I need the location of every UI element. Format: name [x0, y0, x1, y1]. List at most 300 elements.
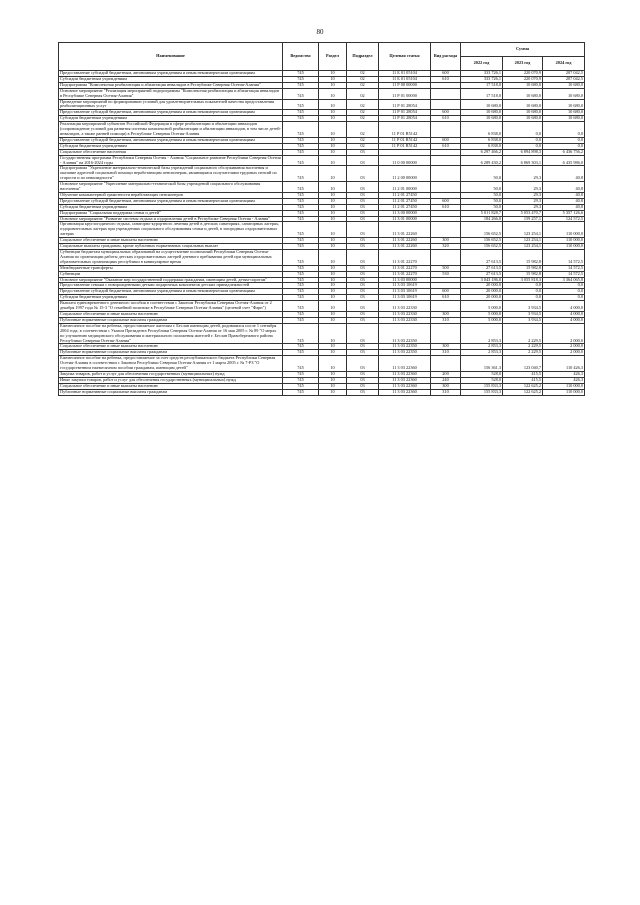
cell-razdel: 10 — [319, 377, 347, 383]
cell-podrazdel: 03 — [347, 271, 379, 277]
cell-year-3: 110 000,0 — [543, 389, 585, 395]
cell-ved: 745 — [283, 192, 319, 198]
header-podrazdel: Подраздел — [347, 43, 379, 71]
table-row — [59, 88, 585, 99]
cell-ved: 745 — [283, 344, 319, 350]
cell-name: Основное мероприятие "Реализация мероприятий подпрограммы "Комплексная реабилитация и абилитация инвалидов в Республике Северная Осетия-Алания" — [59, 88, 283, 99]
header-vr: Вид расхода — [431, 43, 461, 71]
cell-year-2: 122 625,2 — [503, 389, 543, 395]
cell-cst: 11 3 03 10619 — [379, 283, 431, 289]
cell-year-2: 123 254,1 — [503, 244, 543, 250]
cell-razdel: 10 — [319, 271, 347, 277]
cell-name: Ежемесячное пособие на ребенка, предоставляемое жителям г. Беслан имеющим детей, родившихся после 1 сентября 2004 года, в соответствии с Указом Президента Республики Северная Осетия-Алания от 16 мая 2005 г. № 89 "О мерах по улучшению медицинского обслуживания и материального положения жителей г. Беслан Правобережного района Республики Северная Осетия-Алания" — [59, 323, 283, 344]
cell-podrazdel: 03 — [347, 277, 379, 283]
cell-podrazdel: 03 — [347, 317, 379, 323]
cell-ved: 745 — [283, 122, 319, 138]
cell-cst: 11 3 03 00000 — [379, 277, 431, 283]
cell-year-3: 6 435 986,0 — [543, 155, 585, 166]
cell-year-3: 5 357 126,6 — [543, 210, 585, 216]
cell-vr: 200 — [431, 371, 461, 377]
cell-razdel: 10 — [319, 143, 347, 149]
cell-year-3: 40,8 — [543, 182, 585, 193]
cell-year-1: 27 613,5 — [461, 265, 503, 271]
cell-year-3: 10 680,0 — [543, 99, 585, 110]
cell-ved: 745 — [283, 71, 319, 77]
cell-vr: 600 — [431, 289, 461, 295]
cell-name: Подпрограмма "Социальная поддержка семьи и детей" — [59, 210, 283, 216]
cell-vr — [431, 122, 461, 138]
cell-name: Основное мероприятие "Развитие системы отдыха и оздоровления детей в Республике Северная Осетия - Алания" — [59, 216, 283, 222]
cell-podrazdel: 02 — [347, 110, 379, 116]
header-cst: Целевая статья — [379, 43, 431, 71]
header-year-1: 2022 год — [461, 57, 503, 71]
cell-vr: 310 — [431, 317, 461, 323]
cell-year-2: 3 055 818,3 — [503, 277, 543, 283]
cell-razdel: 10 — [319, 265, 347, 271]
cell-podrazdel: 03 — [347, 356, 379, 372]
cell-vr — [431, 166, 461, 182]
cell-podrazdel: 03 — [347, 192, 379, 198]
cell-year-3: 110 000,0 — [543, 238, 585, 244]
cell-year-3: 0,0 — [543, 283, 585, 289]
cell-ved: 745 — [283, 389, 319, 395]
cell-vr — [431, 356, 461, 372]
cell-cst: 11 3 03 22330 — [379, 301, 431, 312]
table-body — [59, 71, 585, 396]
cell-ved: 745 — [283, 143, 319, 149]
cell-razdel: 10 — [319, 250, 347, 266]
cell-ved: 745 — [283, 99, 319, 110]
cell-razdel: 10 — [319, 76, 347, 82]
cell-ved: 745 — [283, 216, 319, 222]
cell-podrazdel: 02 — [347, 88, 379, 99]
cell-year-1: 6 297 466,2 — [461, 149, 503, 155]
cell-name: Основное мероприятие "Укрепление материально-технической базы учреждений социального обслуживания населения" — [59, 182, 283, 193]
cell-razdel: 10 — [319, 149, 347, 155]
cell-cst: 11 2 01 00000 — [379, 182, 431, 193]
cell-vr: 610 — [431, 76, 461, 82]
cell-year-1: 6 838,0 — [461, 137, 503, 143]
cell-razdel: 10 — [319, 198, 347, 204]
cell-podrazdel: 03 — [347, 238, 379, 244]
cell-ved: 745 — [283, 283, 319, 289]
cell-vr: 300 — [431, 238, 461, 244]
cell-year-2: 6 894 898,3 — [503, 149, 543, 155]
cell-year-2: 2 229,5 — [503, 323, 543, 344]
cell-cst: 11 Р 01 28054 — [379, 116, 431, 122]
cell-razdel: 10 — [319, 82, 347, 88]
cell-year-2: 0,0 — [503, 289, 543, 295]
cell-year-3: 40,8 — [543, 192, 585, 198]
cell-razdel: 10 — [319, 350, 347, 356]
cell-razdel: 10 — [319, 323, 347, 344]
cell-podrazdel: 03 — [347, 289, 379, 295]
cell-year-1: 184 266,0 — [461, 216, 503, 222]
cell-razdel: 10 — [319, 182, 347, 193]
cell-year-2: 2 229,5 — [503, 344, 543, 350]
cell-podrazdel: 03 — [347, 323, 379, 344]
cell-vr: 610 — [431, 295, 461, 301]
cell-year-2: 10 680,0 — [503, 110, 543, 116]
cell-cst: 11 3 00 00000 — [379, 210, 431, 216]
cell-year-2: 5 053 470,7 — [503, 210, 543, 216]
table-row — [59, 155, 585, 166]
cell-year-3: 2 000,0 — [543, 350, 585, 356]
cell-year-2: 15 982,8 — [503, 250, 543, 266]
cell-cst: 11 Р 01 R5142 — [379, 137, 431, 143]
cell-razdel: 10 — [319, 295, 347, 301]
cell-vr: 530 — [431, 271, 461, 277]
cell-year-1: 17 518,0 — [461, 82, 503, 88]
cell-ved: 745 — [283, 301, 319, 312]
table-row — [59, 166, 585, 182]
cell-year-2: 122 625,2 — [503, 383, 543, 389]
cell-year-2: 3 934,5 — [503, 317, 543, 323]
cell-year-3: 40,8 — [543, 166, 585, 182]
cell-razdel: 10 — [319, 122, 347, 138]
cell-year-3: 14 572,5 — [543, 250, 585, 266]
cell-podrazdel: 02 — [347, 76, 379, 82]
cell-podrazdel: 02 — [347, 122, 379, 138]
cell-year-2: 10 680,0 — [503, 88, 543, 99]
cell-ved: 745 — [283, 371, 319, 377]
cell-year-3: 10 680,0 — [543, 82, 585, 88]
cell-ved: 745 — [283, 210, 319, 216]
cell-year-3: 6 436 756,2 — [543, 149, 585, 155]
cell-podrazdel: 02 — [347, 116, 379, 122]
cell-year-3: 110 000,0 — [543, 244, 585, 250]
cell-vr — [431, 222, 461, 238]
cell-year-1: 20 000,0 — [461, 295, 503, 301]
cell-ved: 745 — [283, 82, 319, 88]
cell-podrazdel: 03 — [347, 265, 379, 271]
cell-name: Предоставление семьям с новорожденными детьми подарочных комплектов детских принадлежностей — [59, 283, 283, 289]
cell-year-2: 10 680,0 — [503, 82, 543, 88]
cell-cst: 11 3 03 22360 — [379, 371, 431, 377]
cell-ved: 745 — [283, 244, 319, 250]
cell-year-1: 27 613,5 — [461, 271, 503, 277]
cell-ved: 745 — [283, 277, 319, 283]
cell-podrazdel: 03 — [347, 216, 379, 222]
cell-podrazdel: 03 — [347, 383, 379, 389]
cell-cst: 11 Р 01 R5142 — [379, 143, 431, 149]
cell-razdel: 10 — [319, 210, 347, 216]
table-row — [59, 99, 585, 110]
cell-cst: 11 3 01 00000 — [379, 216, 431, 222]
cell-year-2: 0,0 — [503, 137, 543, 143]
cell-razdel: 10 — [319, 88, 347, 99]
cell-cst: 11 3 03 22360 — [379, 356, 431, 372]
cell-year-2: 0,0 — [503, 143, 543, 149]
cell-name: Проведение мероприятий по формированию условий для удовлетворительных показателей качества предоставления реабилитационных услуг — [59, 99, 283, 110]
cell-name: Социальные выплаты гражданам, кроме публичных нормативных социальных выплат — [59, 244, 283, 250]
cell-year-3: 207 042,5 — [543, 76, 585, 82]
cell-name: Государственная программа Республики Северная Осетия - Алания "Социальное развитие Республики Северная Осетия - Алания" на 2016-2024 годы — [60, 155, 281, 165]
cell-year-1: 6 838,0 — [461, 143, 503, 149]
cell-year-2: 10 680,0 — [503, 99, 543, 110]
cell-cst: 11 2 00 00000 — [379, 166, 431, 182]
cell-year-2: 3 934,5 — [503, 311, 543, 317]
cell-year-3: 110 426,3 — [543, 356, 585, 372]
cell-vr — [431, 250, 461, 266]
cell-ved: 745 — [283, 149, 319, 155]
cell-cst: 11 Р 01 R5142 — [379, 122, 431, 138]
cell-year-1: 6 289 430,2 — [461, 155, 503, 166]
cell-ved: 745 — [283, 311, 319, 317]
cell-podrazdel: 03 — [347, 311, 379, 317]
cell-razdel: 10 — [319, 283, 347, 289]
header-summa: Сумма — [461, 43, 585, 57]
cell-year-3: 0,0 — [543, 289, 585, 295]
cell-year-3: 40,8 — [543, 204, 585, 210]
cell-year-3: 10 680,0 — [543, 110, 585, 116]
cell-year-1: 50,0 — [461, 198, 503, 204]
cell-year-2: 3 934,5 — [503, 301, 543, 312]
cell-podrazdel: 02 — [347, 99, 379, 110]
cell-ved: 745 — [283, 323, 319, 344]
cell-podrazdel: 03 — [347, 283, 379, 289]
cell-year-2: 159 257,1 — [503, 216, 543, 222]
cell-name: Социальное обеспечение и иные выплаты населению — [59, 383, 283, 389]
cell-razdel: 10 — [319, 116, 347, 122]
cell-cst: 11 3 01 22270 — [379, 250, 431, 266]
cell-year-2: 29,3 — [503, 166, 543, 182]
header-name: Наименование — [59, 43, 283, 71]
cell-ved: 745 — [283, 295, 319, 301]
cell-cst: 11 2 01 27450 — [379, 198, 431, 204]
cell-razdel: 10 — [319, 244, 347, 250]
cell-razdel: 10 — [319, 137, 347, 143]
cell-year-1: 155 833,3 — [461, 383, 503, 389]
cell-ved: 745 — [283, 155, 319, 166]
cell-podrazdel: 03 — [347, 149, 379, 155]
cell-year-3: 2 000,0 — [543, 344, 585, 350]
cell-cst: 11 3 01 22260 — [379, 244, 431, 250]
cell-cst: 11 Б 01 05104 — [379, 76, 431, 82]
cell-cst: 11 3 03 22350 — [379, 350, 431, 356]
cell-year-1: 50,0 — [461, 166, 503, 182]
cell-year-1: 2 853,3 — [461, 323, 503, 344]
cell-name: Предоставление субсидий бюджетным, автономным учреждениям и иным некоммерческим организациям — [59, 110, 283, 116]
cell-razdel: 10 — [319, 99, 347, 110]
cell-year-2: 2 229,5 — [503, 350, 543, 356]
cell-razdel: 10 — [319, 389, 347, 395]
cell-year-3: 10 680,0 — [543, 116, 585, 122]
cell-vr: 610 — [431, 143, 461, 149]
cell-ved: 745 — [283, 377, 319, 383]
cell-year-1: 333 726,1 — [461, 76, 503, 82]
cell-year-2: 0,0 — [503, 283, 543, 289]
cell-ved: 745 — [283, 88, 319, 99]
cell-year-1: 50,0 — [461, 192, 503, 198]
cell-cst: 11 3 03 10619 — [379, 295, 431, 301]
cell-podrazdel: 03 — [347, 350, 379, 356]
cell-podrazdel: 03 — [347, 389, 379, 395]
cell-name: Социальное обеспечение и иные выплаты населению — [59, 344, 283, 350]
cell-vr: 600 — [431, 198, 461, 204]
cell-name: Субвенции — [59, 271, 283, 277]
cell-name: Субвенции бюджетам муниципальных образований на осуществление полномочий Республики Северная Осетия-Алания по организации работы детских оздоровительных лагерей дневного пребывания детей при муниципальных образовательных организациях республики в каникулярное время — [59, 250, 283, 266]
cell-name: Выплата единовременного денежного пособия в соответствии с Законом Республики Северная Осетия-Алания от 2 декабря 1997 года № 15-3 "О семейной политике в Республике Северная Осетия-Алания" (целевой счет "Фарн") — [59, 301, 283, 312]
cell-year-3: 110 000,0 — [543, 222, 585, 238]
cell-year-2: 10 680,0 — [503, 116, 543, 122]
cell-vr: 320 — [431, 244, 461, 250]
cell-year-3: 207 042,5 — [543, 71, 585, 77]
cell-vr: 600 — [431, 137, 461, 143]
cell-year-1: 10 680,0 — [461, 110, 503, 116]
cell-cst: 11 2 01 27450 — [379, 204, 431, 210]
cell-name: Социальное обеспечение и иные выплаты населению — [59, 238, 283, 244]
cell-razdel: 10 — [319, 317, 347, 323]
cell-vr: 300 — [431, 383, 461, 389]
cell-cst: 11 3 03 22360 — [379, 389, 431, 395]
cell-podrazdel: 03 — [347, 222, 379, 238]
cell-vr: 600 — [431, 110, 461, 116]
table-row — [59, 389, 585, 395]
cell-year-1: 3 043 186,0 — [461, 277, 503, 283]
cell-name: Публичные нормативные социальные выплаты гражданам — [59, 389, 283, 395]
table-row — [59, 222, 585, 238]
cell-name: Закупка товаров, работ и услуг для обеспечения государственных (муниципальных) нужд — [59, 371, 283, 377]
cell-year-2: 123 254,1 — [503, 238, 543, 244]
budget-table — [58, 42, 585, 396]
cell-name: Публичные нормативные социальные выплаты гражданам — [59, 317, 283, 323]
cell-name: Реализация мероприятий субъектов Российской Федерации в сфере реабилитации и абилитации инвалидов (сопровождение условий для развития системы комплексной реабилитации и абилитации инвалидов, в том числе детей-инвалидов, а также ранней помощи) в Республике Северная Осетия-Алания — [60, 121, 281, 136]
cell-year-3: 0,0 — [543, 137, 585, 143]
cell-name: Организация круглогодичного отдыха, санаторно-курортного лечения детей в детских санаториях, санаторных лагерях, оздоровительных лагерях при учреждениях социального обслуживания семьи и детей, в загородных оздоровительных лагерях — [59, 222, 283, 238]
table-row — [59, 356, 585, 372]
cell-razdel: 10 — [319, 371, 347, 377]
cell-vr — [431, 88, 461, 99]
cell-ved: 745 — [283, 222, 319, 238]
table-row — [59, 182, 585, 193]
cell-vr: 310 — [431, 350, 461, 356]
cell-name: Субсидии бюджетным учреждениям — [59, 295, 283, 301]
cell-vr: 600 — [431, 71, 461, 77]
cell-vr: 300 — [431, 311, 461, 317]
cell-year-3: 14 572,5 — [543, 265, 585, 271]
cell-year-3: 3 364 065,8 — [543, 277, 585, 283]
cell-name: Предоставление субсидий бюджетным, автономным учреждениям и иным некоммерческим организациям — [59, 71, 283, 77]
cell-razdel: 10 — [319, 289, 347, 295]
cell-razdel: 10 — [319, 301, 347, 312]
cell-ved: 745 — [283, 76, 319, 82]
cell-year-1: 2 853,3 — [461, 344, 503, 350]
cell-ved: 745 — [283, 383, 319, 389]
table-row — [59, 250, 585, 266]
cell-podrazdel: 03 — [347, 166, 379, 182]
cell-name: Предоставление субсидий бюджетным, автономным учреждениям и иным некоммерческим организациям — [59, 137, 283, 143]
cell-vr — [431, 301, 461, 312]
cell-razdel: 10 — [319, 204, 347, 210]
cell-razdel: 10 — [319, 192, 347, 198]
cell-year-2: 220 070,9 — [503, 76, 543, 82]
cell-year-3: 0,0 — [543, 143, 585, 149]
cell-year-1: 27 613,5 — [461, 250, 503, 266]
header-ved: Ведомство — [283, 43, 319, 71]
cell-vr: 610 — [431, 204, 461, 210]
cell-ved: 745 — [283, 116, 319, 122]
cell-cst: 11 3 01 22270 — [379, 271, 431, 277]
cell-razdel: 10 — [319, 71, 347, 77]
cell-ved: 745 — [283, 265, 319, 271]
cell-cst: 11 3 03 22360 — [379, 377, 431, 383]
cell-cst: 11 3 01 22260 — [379, 222, 431, 238]
cell-name: Публичные нормативные социальные выплаты гражданам — [59, 350, 283, 356]
cell-year-1: 333 726,1 — [461, 71, 503, 77]
cell-cst: 11 0 00 00000 — [379, 155, 431, 166]
cell-year-1: 17 518,0 — [461, 88, 503, 99]
cell-vr: 310 — [431, 389, 461, 395]
cell-cst: 11 3 03 22350 — [379, 323, 431, 344]
cell-year-2: 29,3 — [503, 192, 543, 198]
cell-year-1: 10 680,0 — [461, 99, 503, 110]
cell-year-1: 5 000,0 — [461, 301, 503, 312]
table-row — [59, 301, 585, 312]
cell-razdel: 10 — [319, 216, 347, 222]
cell-year-3: 2 000,0 — [543, 323, 585, 344]
cell-razdel: 10 — [319, 238, 347, 244]
cell-vr: 240 — [431, 377, 461, 383]
cell-ved: 745 — [283, 350, 319, 356]
cell-podrazdel: 03 — [347, 244, 379, 250]
cell-year-2: 415,5 — [503, 377, 543, 383]
cell-razdel: 10 — [319, 383, 347, 389]
cell-ved: 745 — [283, 166, 319, 182]
cell-podrazdel: 03 — [347, 198, 379, 204]
cell-razdel: 10 — [319, 110, 347, 116]
cell-razdel: 10 — [319, 222, 347, 238]
cell-razdel: 10 — [319, 166, 347, 182]
cell-year-3: 40,8 — [543, 198, 585, 204]
cell-podrazdel: 03 — [347, 155, 379, 166]
cell-year-1: 50,0 — [461, 204, 503, 210]
page-number: 80 — [316, 28, 324, 36]
cell-year-2: 29,3 — [503, 198, 543, 204]
cell-vr: 500 — [431, 265, 461, 271]
cell-cst: 11 3 01 22270 — [379, 265, 431, 271]
cell-year-2: 123 040,7 — [503, 356, 543, 372]
cell-ved: 745 — [283, 250, 319, 266]
cell-ved: 745 — [283, 204, 319, 210]
cell-year-1: 20 000,0 — [461, 283, 503, 289]
cell-cst: 11 3 03 22330 — [379, 311, 431, 317]
cell-ved: 745 — [283, 137, 319, 143]
cell-year-1: 5 000,0 — [461, 311, 503, 317]
cell-podrazdel: 03 — [347, 371, 379, 377]
cell-year-3: 0,0 — [543, 295, 585, 301]
cell-vr — [431, 155, 461, 166]
cell-year-1: 50,0 — [461, 182, 503, 193]
cell-year-1: 156 361,3 — [461, 356, 503, 372]
cell-name: Иные закупки товаров, работ и услуг для обеспечения государственных (муниципальных) нужд — [59, 377, 283, 383]
cell-podrazdel: 03 — [347, 301, 379, 312]
cell-podrazdel: 02 — [347, 82, 379, 88]
cell-year-2: 15 982,8 — [503, 271, 543, 277]
cell-name: Субсидии бюджетным учреждениям — [59, 116, 283, 122]
cell-name: Предоставление субсидий бюджетным, автономным учреждениям и иным некоммерческим организациям — [59, 198, 283, 204]
cell-name: Социальное обеспечение и иные выплаты населению — [59, 311, 283, 317]
cell-podrazdel: 03 — [347, 204, 379, 210]
cell-year-2: 29,3 — [503, 204, 543, 210]
cell-year-3: 124 572,5 — [543, 216, 585, 222]
cell-year-2: 0,0 — [503, 122, 543, 138]
header-year-2: 2023 год — [503, 57, 543, 71]
cell-year-3: 10 680,0 — [543, 88, 585, 99]
cell-cst: 11 3 03 22360 — [379, 383, 431, 389]
cell-razdel: 10 — [319, 344, 347, 350]
cell-year-1: 5 000,0 — [461, 317, 503, 323]
